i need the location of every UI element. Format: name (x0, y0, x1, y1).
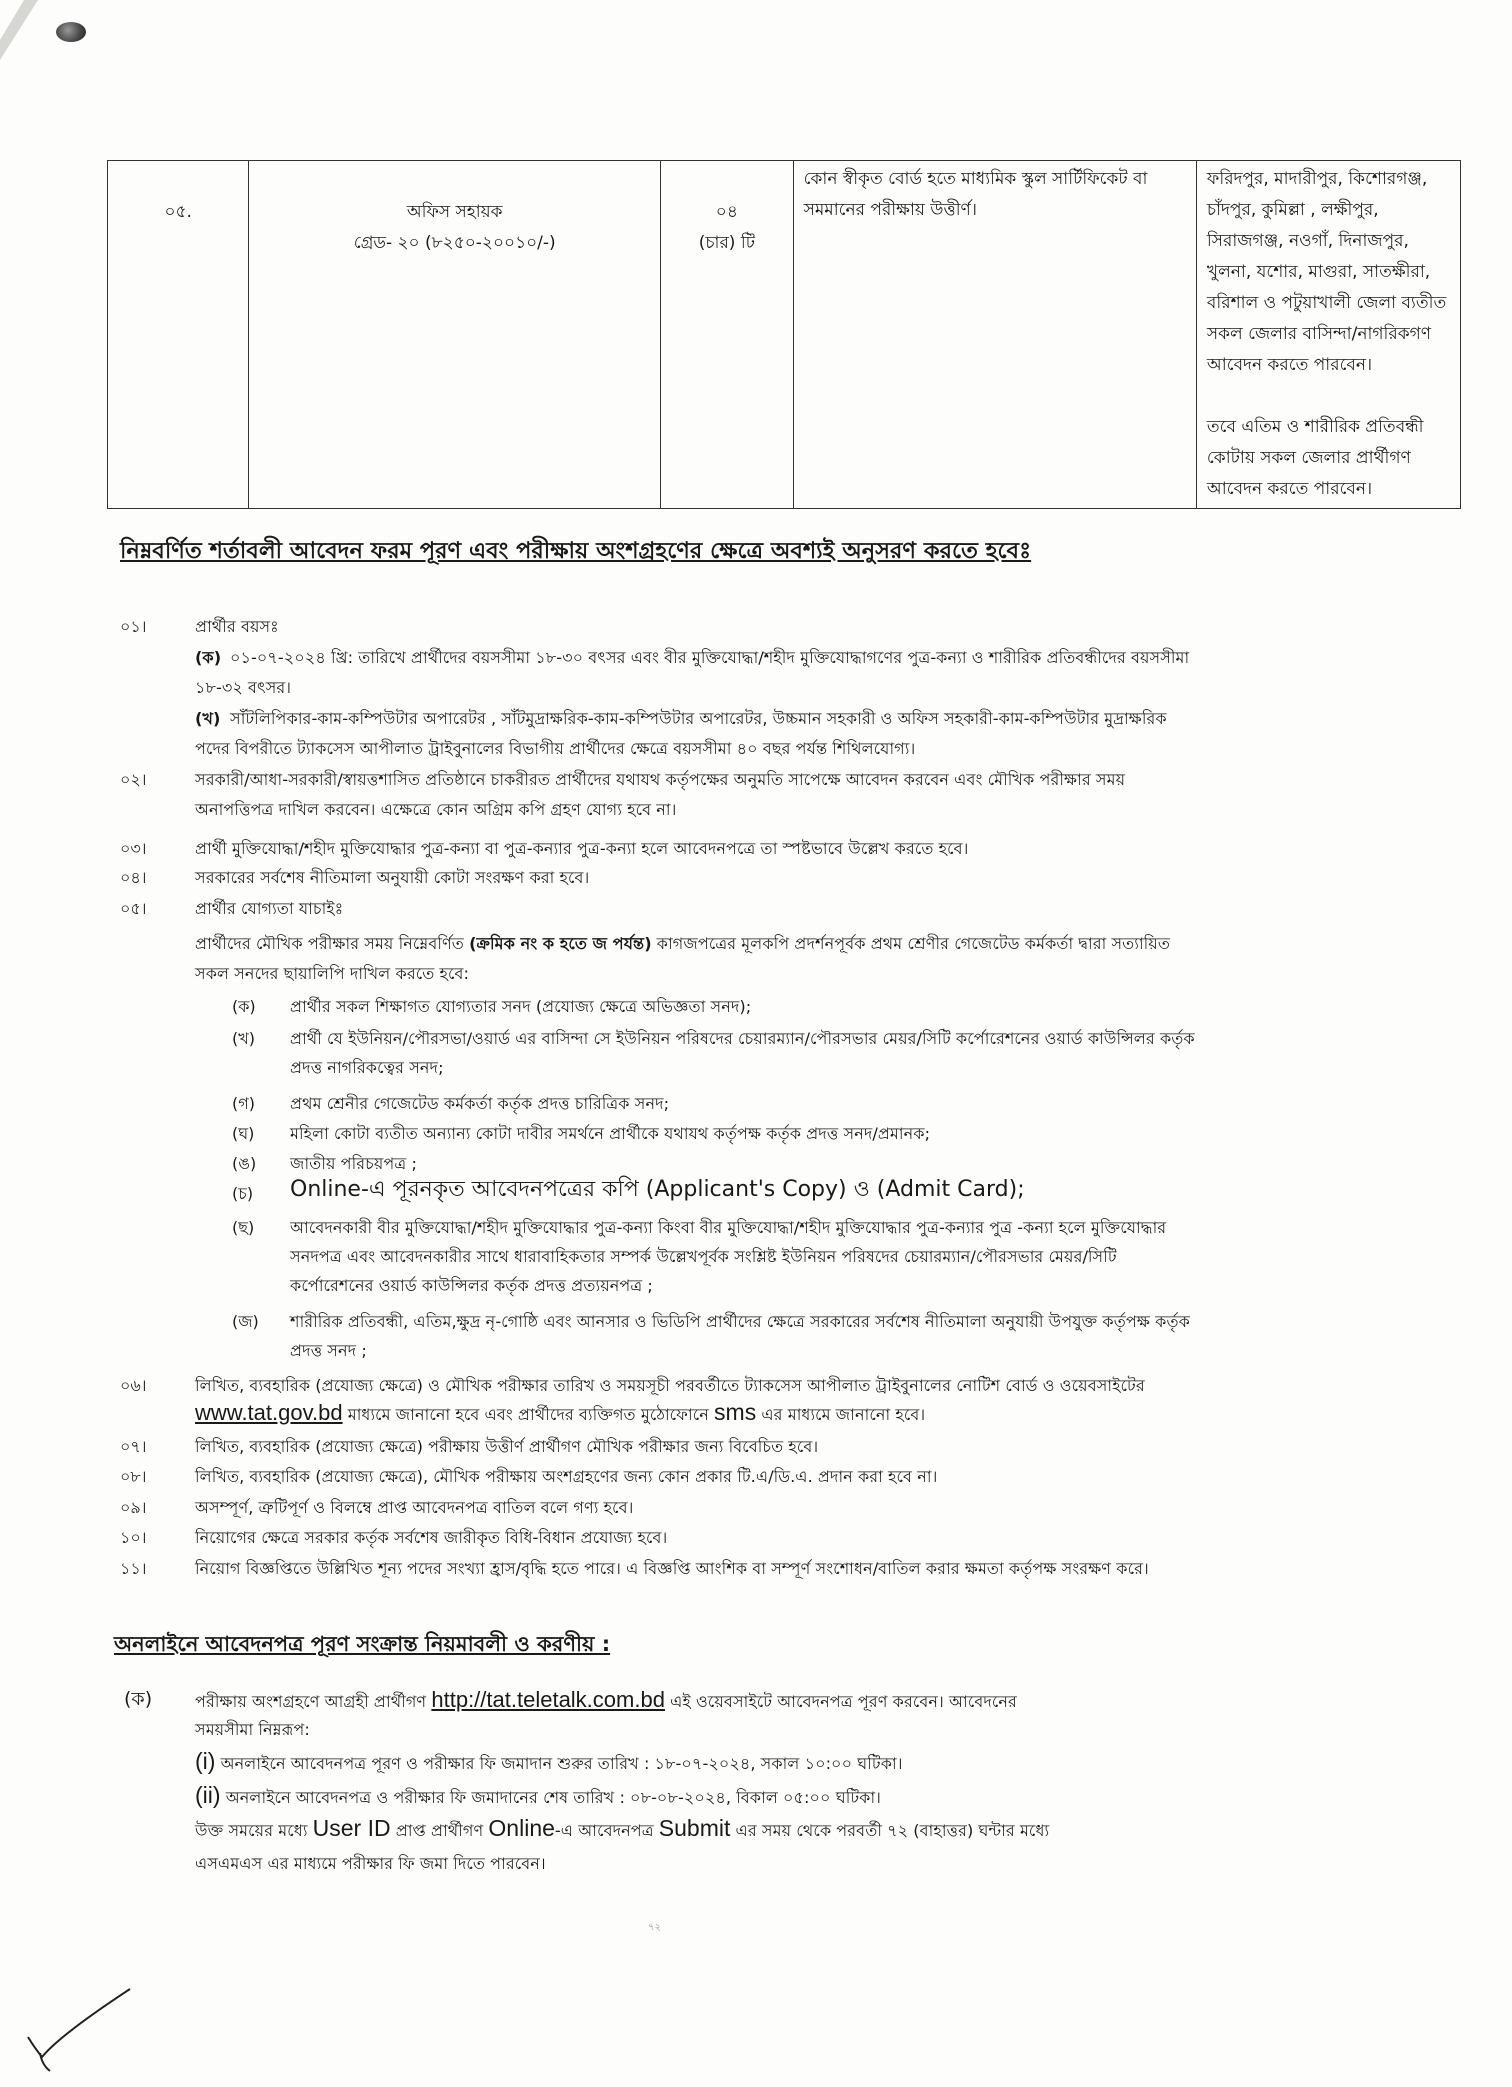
online-text: উক্ত সময়ের মধ্যে User ID প্রাপ্ত প্রার্থীগণ Online-এ আবেদনপত্র Submit এর সময় থেকে পরবর্তী ৭২ (বাহাত্তর) ঘন্টার মধ্যে (195, 1815, 1050, 1841)
district-line: ফরিদপুর, মাদারীপুর, কিশোরগঞ্জ, (1206, 169, 1428, 189)
doc-label: (খ) (232, 1029, 255, 1048)
term-text: প্রার্থীর বয়সঃ (195, 617, 279, 636)
doc-label: (ঙ) (232, 1154, 257, 1173)
post-count-number: ০৪ (715, 202, 738, 222)
doc-line: শারীরিক প্রতিবন্ধী, এতিম,ক্ষুদ্র নৃ-গোষ্ঠি এবং আনসার ও ভিডিপি প্রার্থীদের ক্ষেত্রে সরকারের সর্বশেষ নীতিমালা অনুযায়ী উপযুক্ত কর্তৃপক্ষ কর্তৃক (290, 1312, 1190, 1331)
term-number: ০৮। (120, 1467, 147, 1486)
quota-line: তবে এতিম ও শারীরিক প্রতিবন্ধী (1206, 417, 1424, 437)
online-date-end: (ii) অনলাইনে আবেদনপত্র ও পরীক্ষার ফি জমাদানের শেষ তারিখ : ০৮-০৮-২০২৪, বিকাল ০৫:০০ ঘটিকা। (195, 1782, 881, 1808)
sub-label: (খ) (195, 709, 221, 728)
doc-line: প্রার্থী যে ইউনিয়ন/পৌরসভা/ওয়ার্ড এর বাসিন্দা সে ইউনিয়ন পরিষদের চেয়ারম্যান/পৌরসভার মেয়র/সিটি কর্পোরেশনের ওয়ার্ড কাউন্সিলর কর্তৃক (290, 1029, 1195, 1048)
district-cell (1196, 161, 1460, 509)
doc-line: কর্পোরেশনের ওয়ার্ড কাউন্সিলর কর্তৃক প্রদত্ত প্রত্যয়নপত্র ; (290, 1276, 653, 1295)
quota-line: কোটায় সকল জেলার প্রার্থীগণ (1206, 448, 1411, 468)
term-text: লিখিত, ব্যবহারিক (প্রযোজ্য ক্ষেত্রে) ও মৌখিক পরীক্ষার তারিখ ও সময়সূচী পরবর্তীতে ট্যাকসেস আপীলাত ট্রাইবুনালের নোটিশ বোর্ড ও ওয়েবসাইটের (195, 1376, 1145, 1395)
doc-label: (ঘ) (232, 1124, 255, 1143)
qualification-cell (793, 161, 1196, 509)
online-label: (ক) (124, 1688, 153, 1710)
doc-line: সনদপত্র এবং আবেদনকারীর সাথে ধারাবাহিকতার সম্পর্ক উল্লেখপূর্বক সংশ্লিষ্ট ইউনিয়ন পরিষদের চেয়ারম্যান/পৌরসভার মেয়র/সিটি (290, 1247, 1117, 1266)
term-text: প্রার্থীর যোগ্যতা যাচাইঃ (195, 899, 344, 918)
doc-label: (ক) (232, 997, 256, 1016)
term-number: ০২। (120, 770, 147, 789)
district-line: বরিশাল ও পটুয়াখালী জেলা ব্যতীত (1206, 293, 1447, 313)
doc-label: (জ) (232, 1312, 259, 1331)
term-text: লিখিত, ব্যবহারিক (প্রযোজ্য ক্ষেত্রে) পরীক্ষায় উত্তীর্ণ প্রার্থীগণ মৌখিক পরীক্ষার জন্য বিবেচিত হবে। (195, 1437, 819, 1456)
online-heading: অনলাইনে আবেদনপত্র পূরণ সংক্রান্ত নিয়মাবলী ও করণীয় : (114, 1632, 611, 1656)
doc-line: Online-এ পূরনকৃত আবেদনপত্রের কপি (Applicant's Copy) ও (Admit Card); (290, 1177, 1025, 1202)
term-number: ০৭। (120, 1437, 147, 1456)
doc-line: প্রার্থীর সকল শিক্ষাগত যোগ্যতার সনদ (প্রযোজ্য ক্ষেত্রে অভিজ্ঞতা সনদ); (290, 997, 752, 1016)
website-link[interactable]: www.tat.gov.bd (195, 1400, 343, 1425)
term-number: ০৩। (120, 839, 147, 858)
serial-cell (108, 161, 249, 509)
doc-line: প্রদত্ত সনদ ; (290, 1341, 367, 1360)
doc-line: মহিলা কোটা ব্যতীত অন্যান্য কোটা দাবীর সমর্থনে প্রার্থীকে যথাযথ কর্তৃপক্ষ কর্তৃক প্রদত্ত সনদ/প্রমানক; (290, 1124, 931, 1143)
terms-heading: নিম্নবর্ণিত শর্তাবলী আবেদন ফরম পূরণ এবং পরীক্ষায় অংশগ্রহণের ক্ষেত্রে অবশ্যই অনুসরণ করতে হবেঃ (120, 538, 1032, 564)
scan-smudge: ৭২ (648, 1922, 662, 1933)
term-text: www.tat.gov.bd মাধ্যমে জানানো হবে এবং প্রার্থীদের ব্যক্তিগত মুঠোফোনে sms এর মাধ্যমে জানানো হবে। (195, 1399, 926, 1425)
count-cell (661, 161, 794, 509)
term-number: ০৬। (120, 1376, 147, 1395)
quota-line: আবেদন করতে পারবেন। (1206, 479, 1373, 499)
post-count-words: (চার) টি (698, 233, 755, 253)
district-line: আবেদন করতে পারবেন। (1206, 355, 1373, 375)
term-text: অনাপত্তিপত্র দাখিল করবেন। এক্ষেত্রে কোন অগ্রিম কপি গ্রহণ যোগ্য হবে না। (195, 800, 677, 819)
doc-line: প্রদত্ত নাগরিকত্বের সনদ; (290, 1058, 444, 1077)
table-row (108, 161, 1461, 509)
term-text: প্রার্থী মুক্তিযোদ্ধা/শহীদ মুক্তিযোদ্ধার পুত্র-কন্যা বা পুত্র-কন্যার পুত্র-কন্যা হলে আবেদনপত্রে তা স্পষ্টভাবে উল্লেখ করতে হবে। (195, 839, 969, 858)
term-text: প্রার্থীদের মৌখিক পরীক্ষার সময় নিম্নেবর্ণিত (ক্রমিক নং ক হতে জ পর্যন্ত) কাগজপত্রের মূলকপি প্রদর্শনপূর্বক প্রথম শ্রেণীর গেজেটেড কর্মকর্তা দ্বারা সত্যায়িত (195, 934, 1170, 953)
term-number: ০৪। (120, 868, 147, 887)
term-text: সরকারের সর্বশেষ নীতিমালা অনুযায়ী কোটা সংরক্ষণ করা হবে। (195, 868, 590, 887)
term-text: সাঁটলিপিকার-কাম-কম্পিউটার অপারেটর , সাঁটমুদ্রাক্ষরিক-কাম-কম্পিউটার অপারেটর, উচ্চমান সহকারী ও অফিস সহকারী-কাম-কম্পিউটার মুদ্রাক্ষরিক (230, 709, 1167, 728)
qualification-line: সমমানের পরীক্ষায় উত্তীর্ণ। (803, 200, 977, 220)
term-text: ০১-০৭-২০২৪ খ্রি: তারিখে প্রার্থীদের বয়সসীমা ১৮-৩০ বৎসর এবং বীর মুক্তিযোদ্ধা/শহীদ মুক্তিযোদ্ধাগণের পুত্র-কন্যা ও শারীরিক প্রতিবন্ধীদের বয়সসীমা (230, 648, 1190, 667)
term-text: সরকারী/আধা-সরকারী/স্বায়ত্তশাসিত প্রতিষ্ঠানে চাকরীরত প্রার্থীদের যথাযথ কর্তৃপক্ষের অনুমতি সাপেক্ষে আবেদন করবেন এবং মৌখিক পরীক্ষার সময় (195, 770, 1126, 789)
district-line: চাঁদপুর, কুমিল্লা , লক্ষীপুর, (1206, 200, 1379, 220)
post-cell (249, 161, 661, 509)
post-table (107, 160, 1461, 509)
doc-label: (ছ) (232, 1218, 255, 1237)
term-text: অসম্পূর্ণ, ত্রুটিপূর্ণ ও বিলম্বে প্রাপ্ত আবেদনপত্র বাতিল বলে গণ্য হবে। (195, 1498, 634, 1517)
term-number: ১১। (120, 1559, 147, 1578)
term-text: নিয়োগ বিজ্ঞপ্তিতে উল্লিখিত শূন্য পদের সংখ্যা হ্রাস/বৃদ্ধি হতে পারে। এ বিজ্ঞপ্তি আংশিক বা সম্পূর্ণ সংশোধন/বাতিল করার ক্ষমতা কর্তৃপক্ষ সংরক্ষণ করে। (195, 1559, 1149, 1578)
online-text: এসএমএস এর মাধ্যমে পরীক্ষার ফি জমা দিতে পারবেন। (195, 1854, 546, 1873)
serial-number: ০৫. (164, 202, 192, 222)
term-number: ০৫। (120, 899, 147, 918)
term-number: ০১। (120, 617, 147, 636)
doc-line: আবেদনকারী বীর মুক্তিযোদ্ধা/শহীদ মুক্তিযোদ্ধার পুত্র-কন্যা কিংবা বীর মুক্তিযোদ্ধা/শহীদ মুক্তিযোদ্ধার পুত্র-কন্যার পুত্র -কন্যা হলে মুক্তিযোদ্ধার (290, 1218, 1167, 1237)
district-line: সকল জেলার বাসিন্দা/নাগরিকগণ (1206, 324, 1432, 344)
doc-line: জাতীয় পরিচয়পত্র ; (290, 1154, 417, 1173)
doc-line: প্রথম শ্রেনীর গেজেটেড কর্মকর্তা কর্তৃক প্রদত্ত চারিত্রিক সনদ; (290, 1094, 670, 1113)
sub-label: (ক) (195, 648, 222, 667)
post-grade: গ্রেড- ২০ (৮২৫০-২০০১০/-) (353, 233, 556, 253)
term-text: পদের বিপরীতে ট্যাকসেস আপীলাত ট্রাইবুনালের বিভাগীয় প্রার্থীদের ক্ষেত্রে বয়সসীমা ৪০ বছর পর্যন্ত শিথিলযোগ্য। (195, 739, 916, 758)
term-number: ১০। (120, 1528, 147, 1547)
online-date-start: (i) অনলাইনে আবেদনপত্র পূরণ ও পরীক্ষার ফি জমাদান শুরুর তারিখ : ১৮-০৭-২০২৪, সকাল ১০:০০ ঘটিকা। (195, 1748, 903, 1774)
term-text: লিখিত, ব্যবহারিক (প্রযোজ্য ক্ষেত্রে), মৌখিক পরীক্ষায় অংশগ্রহণের জন্য কোন প্রকার টি.এ/ডি.এ. প্রদান করা হবে না। (195, 1467, 938, 1486)
doc-label: (চ) (232, 1184, 254, 1203)
teletalk-link[interactable]: http://tat.teletalk.com.bd (431, 1687, 665, 1712)
online-text: পরীক্ষায় অংশগ্রহণে আগ্রহী প্রার্থীগণ http://tat.teletalk.com.bd এই ওয়েবসাইটে আবেদনপত্র পূরণ করবেন। আবেদনের (195, 1687, 1017, 1712)
spacer (1207, 381, 1450, 412)
handwritten-tick-mark (20, 1975, 140, 2075)
punch-hole (56, 22, 86, 42)
district-line: খুলনা, যশোর, মাগুরা, সাতক্ষীরা, (1206, 262, 1431, 282)
term-number: ০৯। (120, 1498, 147, 1517)
term-text: ১৮-৩২ বৎসর। (195, 678, 292, 697)
term-text: নিয়োগের ক্ষেত্রে সরকার কর্তৃক সর্বশেষ জারীকৃত বিধি-বিধান প্রযোজ্য হবে। (195, 1528, 668, 1547)
post-name: অফিস সহায়ক (406, 202, 503, 222)
district-line: সিরাজগঞ্জ, নওগাঁ, দিনাজপুর, (1206, 231, 1409, 251)
doc-label: (গ) (232, 1094, 255, 1113)
qualification-line: কোন স্বীকৃত বোর্ড হতে মাধ্যমিক স্কুল সার্টিফিকেট বা (803, 169, 1148, 189)
online-text: সময়সীমা নিম্নরূপ: (195, 1720, 310, 1739)
corner-fold-mark (0, 0, 60, 70)
term-text: সকল সনদের ছায়ালিপি দাখিল করতে হবে: (195, 964, 469, 983)
